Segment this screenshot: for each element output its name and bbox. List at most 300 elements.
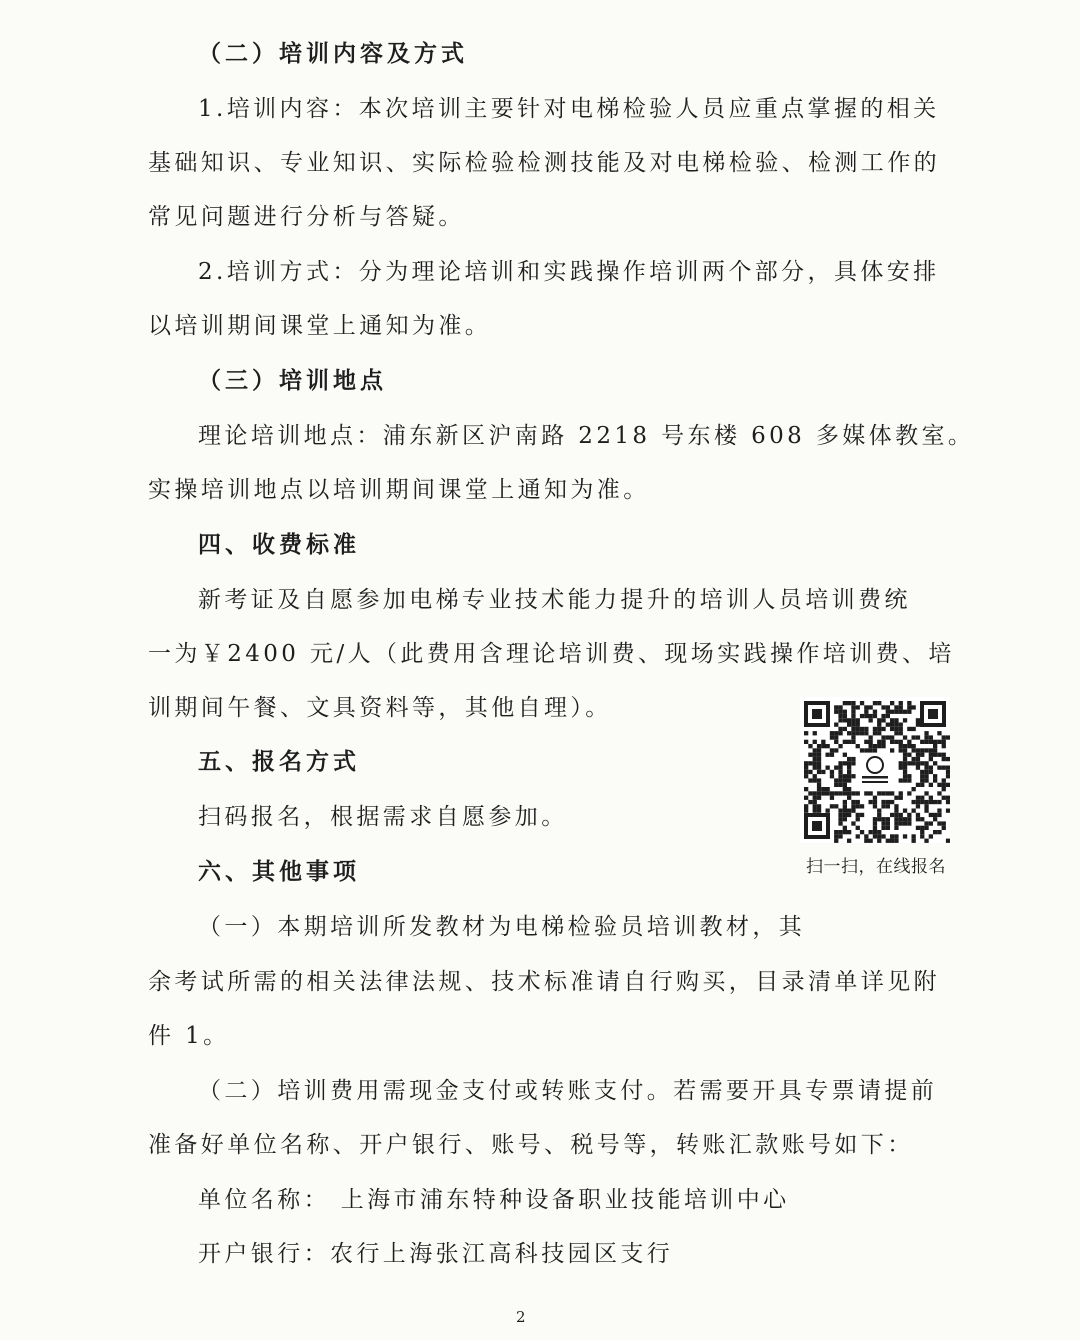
qr-module bbox=[869, 718, 873, 722]
qr-module bbox=[860, 813, 864, 817]
qr-module bbox=[821, 740, 825, 744]
qr-module bbox=[813, 731, 817, 735]
qr-module bbox=[920, 800, 924, 804]
qr-module bbox=[834, 748, 838, 752]
qr-caption: 扫一扫，在线报名 bbox=[806, 857, 946, 877]
qr-module bbox=[903, 753, 907, 757]
qr-module bbox=[899, 705, 903, 709]
qr-module bbox=[834, 783, 838, 787]
qr-module bbox=[860, 804, 864, 808]
qr-module bbox=[912, 787, 916, 791]
qr-module bbox=[929, 800, 933, 804]
qr-module bbox=[817, 804, 821, 808]
qr-module bbox=[873, 796, 877, 800]
qr-module bbox=[843, 791, 847, 795]
qr-module bbox=[838, 809, 842, 813]
qr-module bbox=[899, 748, 903, 752]
qr-module bbox=[830, 796, 834, 800]
qr-module bbox=[851, 705, 855, 709]
qr-module bbox=[860, 731, 864, 735]
qr-module bbox=[937, 809, 941, 813]
qr-module bbox=[912, 727, 916, 731]
qr-module bbox=[916, 748, 920, 752]
qr-module bbox=[946, 796, 950, 800]
qr-module bbox=[920, 796, 924, 800]
qr-module bbox=[804, 809, 808, 813]
qr-module bbox=[946, 774, 950, 778]
qr-module bbox=[937, 821, 941, 825]
qr-module bbox=[899, 791, 903, 795]
qr-module bbox=[890, 701, 894, 705]
qr-module bbox=[924, 766, 928, 770]
qr-module bbox=[856, 826, 860, 830]
qr-module bbox=[834, 830, 838, 834]
qr-module bbox=[877, 701, 881, 705]
qr-module bbox=[894, 813, 898, 817]
qr-module bbox=[826, 787, 830, 791]
qr-module bbox=[838, 714, 842, 718]
paragraph-line: 单位名称： 上海市浦东特种设备职业技能培训中心 bbox=[198, 1187, 790, 1213]
qr-module bbox=[890, 791, 894, 795]
qr-module bbox=[894, 723, 898, 727]
qr-module bbox=[899, 766, 903, 770]
qr-module bbox=[804, 787, 808, 791]
qr-module bbox=[886, 821, 890, 825]
qr-module bbox=[916, 800, 920, 804]
qr-module bbox=[847, 791, 851, 795]
qr-module bbox=[808, 800, 812, 804]
qr-module bbox=[860, 748, 864, 752]
qr-module bbox=[881, 817, 885, 821]
qr-module bbox=[899, 723, 903, 727]
qr-module bbox=[873, 731, 877, 735]
qr-module bbox=[942, 787, 946, 791]
qr-module bbox=[946, 766, 950, 770]
qr-module bbox=[834, 740, 838, 744]
qr-module bbox=[856, 813, 860, 817]
qr-module bbox=[937, 731, 941, 735]
qr-module bbox=[869, 791, 873, 795]
qr-module bbox=[907, 778, 911, 782]
qr-module bbox=[894, 809, 898, 813]
qr-module bbox=[903, 735, 907, 739]
paragraph-line: （一）本期培训所发教材为电梯检验员培训教材，其 bbox=[198, 914, 806, 940]
registration-qr-code[interactable] bbox=[800, 697, 950, 843]
qr-module bbox=[869, 748, 873, 752]
qr-module bbox=[886, 735, 890, 739]
qr-module bbox=[899, 796, 903, 800]
qr-module bbox=[916, 753, 920, 757]
qr-module bbox=[916, 804, 920, 808]
qr-module bbox=[843, 761, 847, 765]
qr-module bbox=[907, 710, 911, 714]
qr-module bbox=[942, 766, 946, 770]
qr-module bbox=[817, 791, 821, 795]
qr-module bbox=[873, 748, 877, 752]
qr-module bbox=[804, 731, 808, 735]
qr-module bbox=[924, 735, 928, 739]
qr-module bbox=[821, 770, 825, 774]
qr-module bbox=[843, 809, 847, 813]
qr-module bbox=[821, 744, 825, 748]
qr-module bbox=[834, 778, 838, 782]
qr-module bbox=[912, 735, 916, 739]
qr-module bbox=[838, 791, 842, 795]
qr-module bbox=[856, 834, 860, 838]
paragraph-line: 一为￥2400 元/人（此费用含理论培训费、现场实践操作培训费、培 bbox=[148, 641, 955, 667]
qr-module bbox=[847, 757, 851, 761]
qr-module bbox=[886, 791, 890, 795]
qr-module bbox=[903, 774, 907, 778]
qr-module bbox=[929, 753, 933, 757]
qr-module bbox=[903, 770, 907, 774]
qr-module bbox=[804, 770, 808, 774]
qr-module bbox=[886, 800, 890, 804]
qr-module bbox=[894, 826, 898, 830]
qr-module bbox=[838, 774, 842, 778]
page-number: 2 bbox=[516, 1308, 526, 1326]
qr-module bbox=[869, 830, 873, 834]
qr-module bbox=[942, 826, 946, 830]
qr-module bbox=[843, 826, 847, 830]
qr-module bbox=[813, 761, 817, 765]
qr-module bbox=[933, 761, 937, 765]
qr-module bbox=[920, 748, 924, 752]
paragraph-line: 余考试所需的相关法律法规、技术标准请自行购买，目录清单详见附 bbox=[148, 969, 940, 995]
qr-module bbox=[869, 705, 873, 709]
qr-module bbox=[881, 744, 885, 748]
qr-module bbox=[838, 834, 842, 838]
section-heading-other-matters: 六、其他事项 bbox=[198, 859, 360, 885]
qr-module bbox=[881, 800, 885, 804]
qr-module bbox=[920, 778, 924, 782]
qr-module bbox=[946, 783, 950, 787]
qr-module bbox=[933, 753, 937, 757]
qr-module bbox=[946, 757, 950, 761]
qr-module bbox=[916, 761, 920, 765]
qr-module bbox=[916, 796, 920, 800]
qr-module bbox=[830, 735, 834, 739]
qr-module bbox=[873, 817, 877, 821]
qr-module bbox=[813, 748, 817, 752]
qr-module bbox=[933, 740, 937, 744]
qr-module bbox=[903, 761, 907, 765]
qr-module bbox=[843, 710, 847, 714]
qr-module bbox=[886, 817, 890, 821]
qr-module bbox=[826, 766, 830, 770]
qr-module bbox=[933, 744, 937, 748]
qr-module bbox=[856, 817, 860, 821]
paragraph-line: 1.培训内容：本次培训主要针对电梯检验人员应重点掌握的相关 bbox=[198, 96, 940, 122]
qr-module bbox=[838, 821, 842, 825]
qr-module bbox=[843, 787, 847, 791]
qr-module bbox=[890, 839, 894, 843]
qr-module bbox=[843, 830, 847, 834]
qr-module bbox=[826, 753, 830, 757]
qr-module bbox=[817, 744, 821, 748]
qr-module bbox=[847, 813, 851, 817]
qr-module bbox=[873, 710, 877, 714]
qr-module bbox=[873, 804, 877, 808]
paragraph-line: 件 1。 bbox=[148, 1023, 230, 1049]
qr-module bbox=[942, 740, 946, 744]
qr-module bbox=[821, 787, 825, 791]
qr-module bbox=[929, 766, 933, 770]
qr-module bbox=[933, 813, 937, 817]
qr-module bbox=[804, 740, 808, 744]
qr-module bbox=[873, 701, 877, 705]
qr-module bbox=[946, 770, 950, 774]
qr-module bbox=[869, 800, 873, 804]
qr-module bbox=[894, 731, 898, 735]
paragraph-line: 2.培训方式：分为理论培训和实践操作培训两个部分，具体安排 bbox=[198, 259, 940, 285]
qr-module bbox=[869, 740, 873, 744]
qr-module bbox=[843, 740, 847, 744]
qr-module bbox=[851, 809, 855, 813]
qr-module bbox=[881, 735, 885, 739]
qr-module bbox=[933, 817, 937, 821]
qr-module bbox=[864, 705, 868, 709]
qr-module bbox=[877, 791, 881, 795]
qr-module bbox=[920, 774, 924, 778]
qr-module bbox=[929, 834, 933, 838]
qr-module bbox=[847, 830, 851, 834]
qr-module bbox=[899, 744, 903, 748]
qr-module bbox=[907, 740, 911, 744]
qr-module bbox=[881, 804, 885, 808]
section-heading-registration: 五、报名方式 bbox=[198, 749, 360, 775]
qr-module bbox=[851, 701, 855, 705]
qr-module bbox=[843, 783, 847, 787]
qr-module bbox=[899, 710, 903, 714]
qr-module bbox=[838, 770, 842, 774]
qr-module bbox=[929, 748, 933, 752]
qr-module bbox=[937, 813, 941, 817]
qr-module bbox=[890, 727, 894, 731]
qr-module bbox=[847, 778, 851, 782]
qr-module bbox=[830, 731, 834, 735]
qr-module bbox=[847, 740, 851, 744]
qr-module bbox=[838, 817, 842, 821]
qr-module bbox=[860, 727, 864, 731]
qr-module bbox=[912, 834, 916, 838]
qr-module bbox=[838, 813, 842, 817]
qr-module bbox=[821, 791, 825, 795]
qr-module bbox=[864, 727, 868, 731]
qr-module bbox=[834, 735, 838, 739]
qr-module bbox=[942, 783, 946, 787]
qr-module bbox=[916, 766, 920, 770]
qr-module bbox=[886, 714, 890, 718]
qr-module bbox=[890, 718, 894, 722]
qr-module bbox=[920, 830, 924, 834]
qr-module bbox=[877, 744, 881, 748]
qr-module bbox=[847, 761, 851, 765]
qr-module bbox=[851, 774, 855, 778]
qr-module bbox=[838, 718, 842, 722]
qr-module bbox=[929, 813, 933, 817]
qr-module bbox=[847, 796, 851, 800]
qr-module bbox=[830, 748, 834, 752]
qr-module bbox=[817, 778, 821, 782]
qr-module bbox=[899, 817, 903, 821]
qr-module bbox=[881, 821, 885, 825]
qr-module bbox=[916, 813, 920, 817]
qr-module bbox=[817, 783, 821, 787]
qr-module bbox=[873, 727, 877, 731]
qr-module bbox=[834, 839, 838, 843]
qr-module bbox=[903, 757, 907, 761]
qr-module bbox=[903, 809, 907, 813]
qr-module bbox=[817, 753, 821, 757]
qr-module bbox=[864, 834, 868, 838]
qr-module bbox=[843, 778, 847, 782]
qr-module bbox=[851, 791, 855, 795]
qr-module bbox=[946, 839, 950, 843]
qr-module bbox=[847, 718, 851, 722]
qr-module bbox=[847, 766, 851, 770]
qr-module bbox=[920, 753, 924, 757]
qr-module bbox=[804, 796, 808, 800]
qr-module bbox=[912, 809, 916, 813]
qr-module bbox=[834, 804, 838, 808]
qr-module bbox=[813, 757, 817, 761]
qr-module bbox=[838, 731, 842, 735]
qr-module bbox=[924, 748, 928, 752]
qr-module bbox=[851, 740, 855, 744]
qr-module bbox=[804, 766, 808, 770]
qr-module bbox=[869, 735, 873, 739]
qr-module bbox=[907, 774, 911, 778]
qr-module bbox=[834, 731, 838, 735]
qr-module bbox=[929, 757, 933, 761]
qr-module bbox=[924, 809, 928, 813]
qr-module bbox=[924, 800, 928, 804]
qr-module bbox=[808, 770, 812, 774]
qr-module bbox=[856, 705, 860, 709]
qr-module bbox=[843, 817, 847, 821]
qr-module bbox=[903, 766, 907, 770]
qr-module bbox=[894, 834, 898, 838]
qr-module bbox=[864, 714, 868, 718]
qr-module bbox=[834, 723, 838, 727]
qr-module bbox=[856, 727, 860, 731]
qr-module bbox=[877, 723, 881, 727]
qr-module bbox=[924, 791, 928, 795]
qr-module bbox=[813, 753, 817, 757]
qr-module bbox=[912, 839, 916, 843]
qr-module bbox=[924, 839, 928, 843]
qr-module bbox=[851, 800, 855, 804]
qr-module bbox=[899, 727, 903, 731]
qr-module bbox=[864, 740, 868, 744]
qr-module bbox=[933, 774, 937, 778]
qr-module bbox=[920, 740, 924, 744]
qr-module bbox=[804, 761, 808, 765]
qr-module bbox=[873, 834, 877, 838]
qr-module bbox=[894, 705, 898, 709]
qr-module bbox=[838, 705, 842, 709]
qr-module bbox=[929, 796, 933, 800]
qr-module bbox=[924, 774, 928, 778]
qr-module bbox=[873, 826, 877, 830]
qr-module bbox=[890, 723, 894, 727]
qr-module bbox=[881, 740, 885, 744]
qr-module bbox=[924, 740, 928, 744]
qr-module bbox=[903, 744, 907, 748]
qr-module bbox=[924, 821, 928, 825]
qr-module bbox=[838, 830, 842, 834]
qr-module bbox=[851, 710, 855, 714]
qr-module bbox=[929, 770, 933, 774]
qr-module bbox=[856, 800, 860, 804]
qr-module bbox=[843, 727, 847, 731]
qr-module bbox=[903, 718, 907, 722]
qr-module bbox=[843, 813, 847, 817]
paragraph-line: 基础知识、专业知识、实际检验检测技能及对电梯检验、检测工作的 bbox=[148, 150, 940, 176]
paragraph-line: 常见问题进行分析与答疑。 bbox=[148, 204, 465, 230]
qr-module bbox=[830, 770, 834, 774]
qr-module bbox=[933, 748, 937, 752]
qr-module bbox=[856, 731, 860, 735]
qr-module bbox=[877, 830, 881, 834]
qr-module bbox=[933, 778, 937, 782]
qr-module bbox=[856, 723, 860, 727]
qr-module bbox=[817, 796, 821, 800]
qr-module bbox=[856, 718, 860, 722]
qr-module bbox=[894, 710, 898, 714]
qr-module bbox=[899, 778, 903, 782]
qr-module bbox=[907, 817, 911, 821]
qr-module bbox=[894, 718, 898, 722]
qr-module bbox=[851, 731, 855, 735]
qr-module bbox=[869, 744, 873, 748]
paragraph-line: 新考证及自愿参加电梯专业技术能力提升的培训人员培训费统 bbox=[198, 587, 911, 613]
qr-module bbox=[881, 791, 885, 795]
qr-module bbox=[838, 744, 842, 748]
qr-module bbox=[912, 761, 916, 765]
qr-module bbox=[851, 804, 855, 808]
qr-module bbox=[834, 834, 838, 838]
qr-module bbox=[881, 727, 885, 731]
qr-module bbox=[894, 727, 898, 731]
qr-module bbox=[920, 834, 924, 838]
paragraph-line: 开户银行：农行上海张江高科技园区支行 bbox=[198, 1241, 674, 1267]
qr-module bbox=[912, 757, 916, 761]
qr-module bbox=[851, 718, 855, 722]
qr-module bbox=[869, 714, 873, 718]
qr-module bbox=[864, 791, 868, 795]
qr-module bbox=[851, 723, 855, 727]
qr-module bbox=[886, 804, 890, 808]
qr-module bbox=[877, 834, 881, 838]
qr-module bbox=[877, 718, 881, 722]
qr-module bbox=[838, 778, 842, 782]
qr-module bbox=[851, 821, 855, 825]
qr-module bbox=[929, 783, 933, 787]
qr-module bbox=[851, 735, 855, 739]
qr-module bbox=[864, 710, 868, 714]
qr-module bbox=[899, 731, 903, 735]
paragraph-line: 训期间午餐、文具资料等，其他自理）。 bbox=[148, 695, 612, 721]
qr-module bbox=[916, 817, 920, 821]
qr-module bbox=[937, 753, 941, 757]
qr-module bbox=[907, 705, 911, 709]
qr-module bbox=[877, 817, 881, 821]
qr-module bbox=[890, 710, 894, 714]
qr-module bbox=[907, 813, 911, 817]
qr-module bbox=[843, 701, 847, 705]
